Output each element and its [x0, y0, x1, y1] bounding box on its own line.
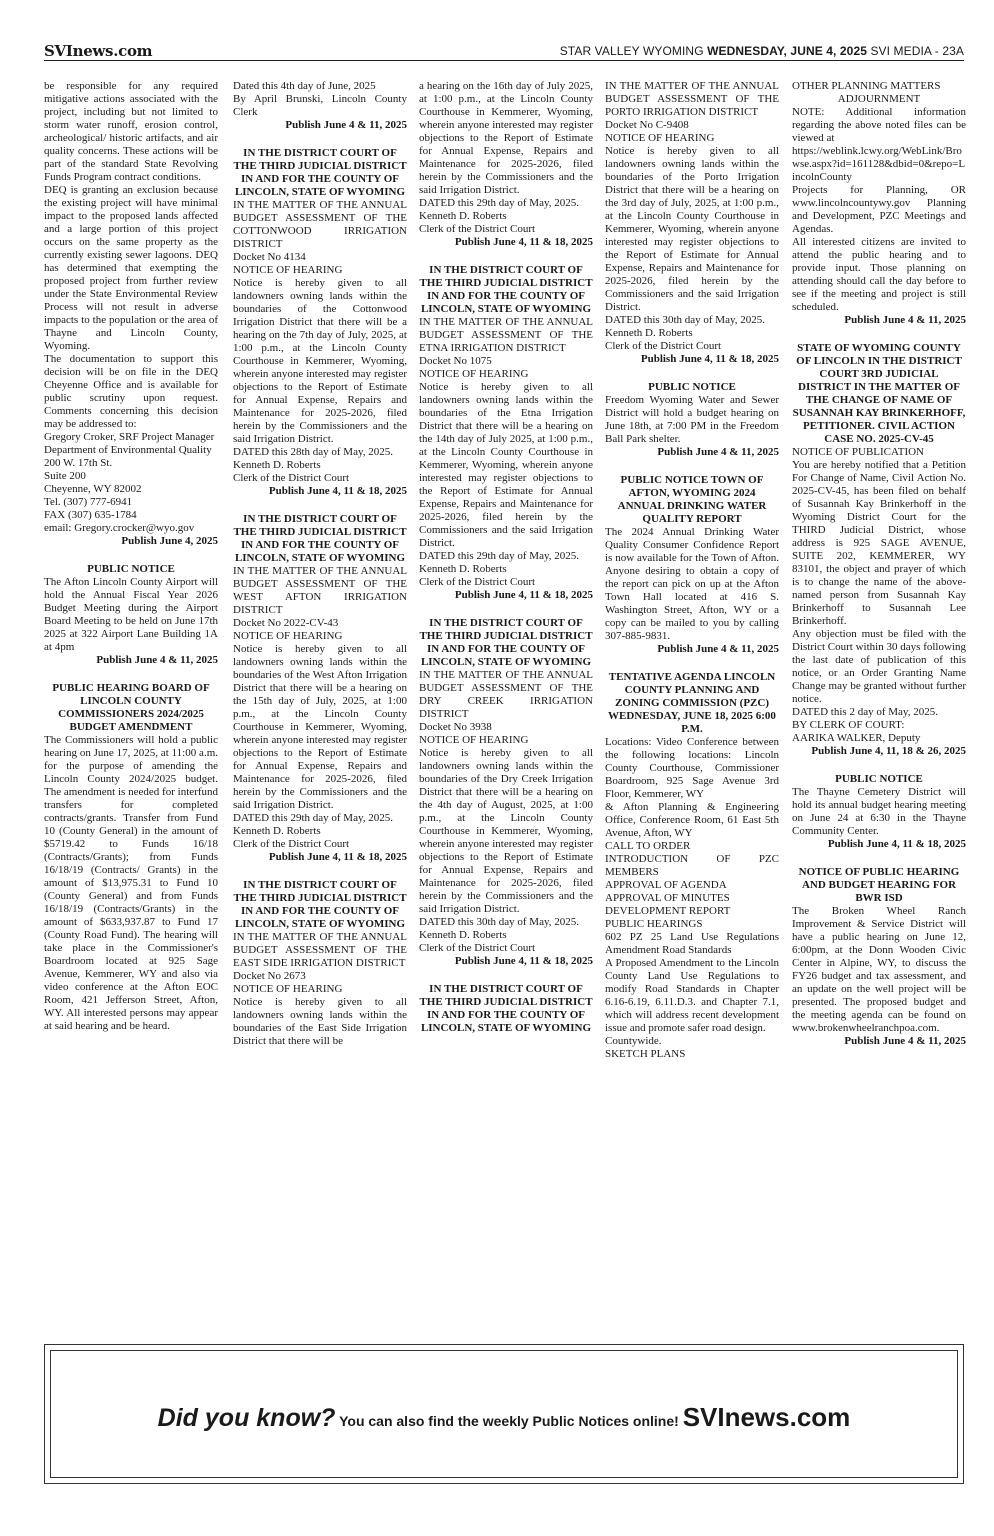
- column-5: [792, 80, 966, 1048]
- notice-heading: PUBLIC NOTICE: [87, 563, 175, 575]
- notice-text: Kenneth D. Roberts: [233, 825, 321, 837]
- notice-text: NOTICE OF HEARING: [233, 983, 343, 995]
- notice-heading: IN THE DISTRICT COURT OF THE THIRD JUDICIAL DISTRICT IN AND FOR THE COUNTY OF LINCOLN, STATE OF WYOMING: [419, 264, 593, 315]
- notice-text: DATED this 29th day of May, 2025.: [419, 197, 579, 209]
- publish-line: Publish June 4, 11 & 18, 2025: [827, 838, 966, 850]
- notice-text: Clerk of the District Court: [233, 838, 350, 850]
- header-dateline: [560, 44, 964, 58]
- notice-text: Docket No 4134: [233, 251, 306, 263]
- notice-text: NOTE: Additional information regarding the above noted files can be viewed at: [792, 106, 966, 144]
- notice-text: Notice is hereby given to all landowners owning lands within the boundaries of the Etna Irrigation District that there will be a hearing on the 14th day of July 2025, at 1:00 p.m., at the Lincoln County Courthouse in Kemmerer, Wyoming, wherein anyone interested may register objections to the Report of Estimate for Annual Expense, Repairs and Maintenance for 2025-2026, filed herein by the Commissioners and the said Irrigation District.: [419, 381, 593, 549]
- notice-text: NOTICE OF HEARING: [605, 132, 715, 144]
- notice-text: Notice is hereby given to all landowners owning lands within the boundaries of the East Side Irrigation District that there will be: [233, 996, 407, 1047]
- notice-heading: PUBLIC NOTICE: [648, 381, 736, 393]
- page-header: [44, 40, 964, 61]
- notice-heading: NOTICE OF PUBLIC HEARING AND BUDGET HEARING FOR BWR ISD: [798, 866, 960, 904]
- ad-inner-border: [50, 1350, 958, 1478]
- publish-line: Publish June 4 & 11, 2025: [657, 446, 779, 458]
- notice-text: PUBLIC HEARINGS: [605, 918, 703, 930]
- notice-text: Countywide.: [605, 1035, 662, 1047]
- notice-text: IN THE MATTER OF THE ANNUAL BUDGET ASSESSMENT OF THE COTTONWOOD IRRIGATION DISTRICT: [233, 199, 407, 250]
- notice-text: Docket No C-9408: [605, 119, 689, 131]
- notice-text: NOTICE OF HEARING: [419, 734, 529, 746]
- publish-line: Publish June 4, 11 & 18, 2025: [640, 353, 779, 365]
- notice-text: 200 W. 17th St.: [44, 457, 113, 469]
- header-page: SVI MEDIA - 23A: [870, 44, 964, 58]
- notice-text: Tel. (307) 777-6941: [44, 496, 133, 508]
- column-1: [44, 80, 218, 1033]
- notice-heading: PUBLIC NOTICE TOWN OF AFTON, WYOMING 2024 ANNUAL DRINKING WATER QUALITY REPORT: [617, 474, 767, 525]
- ad-url[interactable]: SVInews.com: [682, 1402, 851, 1432]
- notice-heading: IN THE DISTRICT COURT OF THE THIRD JUDICIAL DISTRICT IN AND FOR THE COUNTY OF LINCOLN, STATE OF WYOMING: [419, 617, 593, 668]
- notice-text: All interested citizens are invited to attend the public hearing and to provide input. Those planning on attending should call the day before to see if the meeting and project is still scheduled.: [792, 236, 966, 313]
- notice-text: INTRODUCTION OF PZC MEMBERS: [605, 853, 779, 878]
- notice-text: Docket No 2022-CV-43: [233, 617, 339, 629]
- notice-text: DATED this 2 day of May, 2025.: [792, 706, 938, 718]
- notice-text: DATED this 30th day of May, 2025.: [605, 314, 765, 326]
- notice-text: ADJOURNMENT: [837, 93, 921, 105]
- notice-text: DATED this 29th day of May, 2025.: [233, 812, 393, 824]
- header-date: WEDNESDAY, JUNE 4, 2025: [707, 44, 868, 58]
- notice-text: Docket No 1075: [419, 355, 492, 367]
- notice-text: Notice is hereby given to all landowners owning lands within the boundaries of the Cottonwood Irrigation District that there will be a hearing on the 7th day of July, 2025, at 1:00 p.m., at the Lincoln County Courthouse in Kemmerer, Wyoming, wherein anyone interested may register objections to the Report of Estimate for Annual Expense, Repairs and Maintenance for 2025-2026, filed herein by the Commissioners and the said Irrigation District.: [233, 277, 407, 445]
- ad-middle: You can also find the weekly Public Notices online!: [335, 1413, 683, 1429]
- notice-text: Kenneth D. Roberts: [419, 210, 507, 222]
- notice-text: NOTICE OF HEARING: [233, 264, 343, 276]
- publish-line: Publish June 4 & 11, 2025: [844, 1035, 966, 1047]
- notice-text: Kenneth D. Roberts: [419, 929, 507, 941]
- notice-text: Notice is hereby given to all landowners owning lands within the boundaries of the Dry Creek Irrigation District that there will be a hearing on the 4th day of August, 2025, at 1:00 p.m., at the Lincoln County Courthouse in Kemmerer, Wyoming, wherein anyone interested may register objections to the Report of Estimate for Annual Expense, Repairs and Maintenance for 2025-2026, filed herein by the Commissioners and the said Irrigation District.: [419, 747, 593, 915]
- notice-text: & Afton Planning & Engineering Office, Conference Room, 61 East 5th Avenue, Afton, WY: [605, 801, 779, 839]
- notice-text: The Afton Lincoln County Airport will hold the Annual Fiscal Year 2026 Budget Meeting during the Airport Board Meeting to be held on June 17th 2025 at 322 Airport Lane Building 1A at 4pm: [44, 576, 218, 653]
- notice-text: DATED this 30th day of May, 2025.: [419, 916, 579, 928]
- publish-line: Publish June 4 & 11, 2025: [657, 643, 779, 655]
- notice-text: DATED this 29th day of May, 2025.: [419, 550, 579, 562]
- notice-heading: IN THE DISTRICT COURT OF THE THIRD JUDICIAL DISTRICT IN AND FOR THE COUNTY OF LINCOLN, STATE OF WYOMING: [419, 983, 593, 1034]
- notice-text: IN THE MATTER OF THE ANNUAL BUDGET ASSESSMENT OF THE ETNA IRRIGATION DISTRICT: [419, 316, 593, 354]
- publish-line: Publish June 4, 11 & 18, 2025: [268, 851, 407, 863]
- notice-text: Kenneth D. Roberts: [419, 563, 507, 575]
- site-name: SVInews.com: [44, 42, 153, 60]
- notice-text: Freedom Wyoming Water and Sewer District will hold a budget hearing on June 18th, at 7:00 PM in the Freedom Ball Park shelter.: [605, 394, 779, 445]
- notice-text: Clerk of the District Court: [419, 942, 536, 954]
- notice-text: NOTICE OF HEARING: [419, 368, 529, 380]
- notice-text: Projects for Planning, OR www.lincolncountywy.gov Planning and Development, PZC Meetings and Agendas.: [792, 184, 966, 235]
- publish-line: Publish June 4, 11, 18 & 26, 2025: [811, 745, 966, 757]
- notice-text: IN THE MATTER OF THE ANNUAL BUDGET ASSESSMENT OF THE WEST AFTON IRRIGATION DISTRICT: [233, 565, 407, 616]
- notice-heading: IN THE DISTRICT COURT OF THE THIRD JUDICIAL DISTRICT IN AND FOR THE COUNTY OF LINCOLN, STATE OF WYOMING: [233, 147, 407, 198]
- did-you-know-ad: [44, 1344, 964, 1484]
- notice-text: Clerk of the District Court: [605, 340, 722, 352]
- notice-text: Cheyenne, WY 82002: [44, 483, 142, 495]
- notice-text: Notice is hereby given to all landowners owning lands within the boundaries of the Porto Irrigation District that there will be a hearing on the 3rd day of July, 2025, at 1:00 p.m., at the Lincoln County Courthouse in Kemmerer, Wyoming, wherein anyone interested may register objections to the Report of Estimate for Annual Expense, Repairs and Maintenance for 2025-2026, filed herein by the Commissioners and the said Irrigation District.: [605, 145, 779, 313]
- ad-text: [51, 1402, 957, 1433]
- notice-text: Docket No 2673: [233, 970, 306, 982]
- notice-text: You are hereby notified that a Petition For Change of Name, Civil Action No. 2025-CV-45, has been filed on behalf of Susannah Kay Brinkerhoff in the Wyoming District Court for the THIRD Judicial District, whose address is 925 SAGE AVENUE, SUITE 202, KEMMERER, WY 83101, the object and prayer of which is to change the name of the above-named person from Susannah Kay Brinkerhoff to Susannah Lee Brinkerhoff.: [792, 459, 966, 627]
- notice-heading: PUBLIC NOTICE: [835, 773, 923, 785]
- notice-text: The Thayne Cemetery District will hold its annual budget hearing meeting on June 24 at 6:30 in the Thayne Community Center.: [792, 786, 966, 837]
- notice-text: Clerk of the District Court: [419, 576, 536, 588]
- publish-line: Publish June 4, 2025: [121, 535, 218, 547]
- publish-line: Publish June 4, 11 & 18, 2025: [268, 485, 407, 497]
- notice-heading: PUBLIC HEARING BOARD OF LINCOLN COUNTY COMMISSIONERS 2024/2025 BUDGET AMENDMENT: [52, 682, 210, 733]
- notice-text: The documentation to support this decision will be on file in the DEQ Cheyenne Office and is available for public scrutiny upon request. Comments concerning this decision may be addressed to:: [44, 353, 218, 430]
- notice-heading: IN THE DISTRICT COURT OF THE THIRD JUDICIAL DISTRICT IN AND FOR THE COUNTY OF LINCOLN, STATE OF WYOMING: [233, 879, 407, 930]
- notice-text: The Broken Wheel Ranch Improvement & Service District will have a public hearing on June 12, 6:00pm, at the Donn Wooden Civic Center in Alpine, WY, to discuss the FY26 budget and tax assessment, and an update on the well project will be presented. The proposed budget and the meeting agenda can be found on www.brokenwheelranchpoa.com.: [792, 905, 966, 1034]
- notice-heading: STATE OF WYOMING COUNTY OF LINCOLN IN THE DISTRICT COURT 3RD JUDICIAL DISTRICT IN THE MATTER OF THE CHANGE OF NAME OF SUSANNAH KAY BRINKERHOFF, PETITIONER. CIVIL ACTION CASE NO. 2025-CV-45: [792, 342, 966, 445]
- notice-text: Dated this 4th day of June, 2025: [233, 80, 376, 92]
- notice-text: Gregory Croker, SRF Project Manager: [44, 431, 215, 443]
- notice-text: 602 PZ 25 Land Use Regulations Amendment Road Standards: [605, 931, 779, 956]
- publish-line: Publish June 4 & 11, 2025: [96, 654, 218, 666]
- column-3: [419, 80, 593, 1035]
- notice-text: DEQ is granting an exclusion because the existing project will have minimal impact to the proposed lands affected and a large portion of this project occurs on the same property as the currently existing sewer lagoons. DEQ has determined that exempting the proposed project from further review under the State Environmental Review Process will not result in adverse impacts to the population or the area of Thayne and Lincoln County, Wyoming.: [44, 184, 218, 352]
- notice-text: CALL TO ORDER: [605, 840, 691, 852]
- notice-text: IN THE MATTER OF THE ANNUAL BUDGET ASSESSMENT OF THE PORTO IRRIGATION DISTRICT: [605, 80, 779, 118]
- notice-text: Clerk of the District Court: [233, 472, 350, 484]
- notice-heading: IN THE DISTRICT COURT OF THE THIRD JUDICIAL DISTRICT IN AND FOR THE COUNTY OF LINCOLN, STATE OF WYOMING: [233, 513, 407, 564]
- weblink-url: https://weblink.lcwy.org/WebLink/Browse.aspx?id=161128&dbid=0&repo=LincolnCounty: [792, 145, 966, 183]
- notice-text: DEVELOPMENT REPORT: [605, 905, 731, 917]
- column-4: [605, 80, 779, 1061]
- notice-text: email: Gregory.crocker@wyo.gov: [44, 522, 195, 534]
- notice-text: AARIKA WALKER, Deputy: [792, 732, 921, 744]
- notice-text: SKETCH PLANS: [605, 1048, 686, 1060]
- notice-heading: TENTATIVE AGENDA LINCOLN COUNTY PLANNING AND ZONING COMMISSION (PZC) WEDNESDAY, JUNE 18, 2025 6:00 P.M.: [608, 671, 776, 735]
- notice-text: a hearing on the 16th day of July 2025, at 1:00 p.m., at the Lincoln County Courthouse in Kemmerer, Wyoming, wherein anyone interested may register objections to the Report of Estimate for Annual Expense, Repairs and Maintenance for 2025-2026, filed herein by the Commissioners and the said Irrigation District.: [419, 80, 593, 196]
- notice-text: Locations: Video Conference between the following locations: Lincoln County Courthouse, Commissioner Boardroom, 925 Sage Avenue 3rd Floor, Kemmerer, WY: [605, 736, 779, 800]
- notice-text: IN THE MATTER OF THE ANNUAL BUDGET ASSESSMENT OF THE EAST SIDE IRRIGATION DISTRICT: [233, 931, 407, 969]
- notice-text: Department of Environmental Quality: [44, 444, 212, 456]
- notice-text: Kenneth D. Roberts: [233, 459, 321, 471]
- notice-text: APPROVAL OF MINUTES: [605, 892, 730, 904]
- notice-text: Suite 200: [44, 470, 86, 482]
- column-2: [233, 80, 407, 1048]
- notice-text: IN THE MATTER OF THE ANNUAL BUDGET ASSESSMENT OF THE DRY CREEK IRRIGATION DISTRICT: [419, 669, 593, 720]
- header-left-text: STAR VALLEY WYOMING: [559, 44, 704, 58]
- notice-text: Any objection must be filed with the District Court within 30 days following the last date of publication of this notice, or an Order Granting Name Change may be granted without further notice.: [792, 628, 966, 705]
- notice-text: DATED this 28th day of May, 2025.: [233, 446, 393, 458]
- notice-text: BY CLERK OF COURT:: [792, 719, 905, 731]
- notice-text: The Commissioners will hold a public hearing on June 17, 2025, at 11:00 a.m. for the purpose of amending the Lincoln County 2024/2025 budget. The amendment is needed for interfund transfers for completed contracts/grants. Transfer from Fund 10 (County General) in the amount of $5719.42 to Funds 16/18 (Contracts/Grants); from Funds 16/18/19 (Contracts/ Grants) in the amount of $13,975.31 to Fund 10 (County General) and from Funds 16/18/19 (Contracts/Grants) in the amount of $633,937.87 to Fund 17 (County Road Fund). The hearing will take place in the Commissioner's Boardroom located at 925 Sage Avenue, Kemmerer, WY and also via video conference at the Afton EOC Room, 421 Jefferson Street, Afton, WY. All interested persons may appear at said hearing and be heard.: [44, 734, 218, 1032]
- publish-line: Publish June 4, 11 & 18, 2025: [454, 236, 593, 248]
- notice-text: Notice is hereby given to all landowners owning lands within the boundaries of the West Afton Irrigation District that there will be a hearing on the 15th day of July, 2025, at 1:00 p.m., at the Lincoln County Courthouse in Kemmerer, Wyoming, wherein anyone interested may register objections to the Report of Estimate for Annual Expense, Repairs and Maintenance for 2025-2026, filed herein by the Commissioners and the said Irrigation District.: [233, 643, 407, 811]
- notice-text: Docket No 3938: [419, 721, 492, 733]
- publish-line: Publish June 4 & 11, 2025: [844, 314, 966, 326]
- ad-lead: Did you know?: [157, 1404, 336, 1432]
- publish-line: Publish June 4, 11 & 18, 2025: [454, 955, 593, 967]
- notice-text: Clerk of the District Court: [419, 223, 536, 235]
- notice-text: Kenneth D. Roberts: [605, 327, 693, 339]
- notice-text: The 2024 Annual Drinking Water Quality Consumer Confidence Report is now available for the Town of Afton. Anyone desiring to obtain a copy of the report can pick on up at the Afton Town Hall located at 416 S. Washington Street, Afton, WY or a copy can be mailed to you by calling 307-885-9831.: [605, 526, 779, 642]
- notice-text: A Proposed Amendment to the Lincoln County Land Use Regulations to modify Road Standards in Chapter 6.16-6.19, 6.11.D.3. and Chapter 7.1, which will address recent development issue and promote safer road design.: [605, 957, 779, 1034]
- publish-line: Publish June 4 & 11, 2025: [285, 119, 407, 131]
- notice-text: NOTICE OF PUBLICATION: [792, 446, 924, 458]
- notices-columns: [44, 80, 966, 1330]
- notice-text: be responsible for any required mitigative actions associated with the project, including but not limited to storm water runoff, erosion control, archeological/ historic artifacts, and air quality concerns. These actions will be part of the standard State Revolving Funds Program contract conditions.: [44, 80, 218, 183]
- notice-text: NOTICE OF HEARING: [233, 630, 343, 642]
- notice-text: FAX (307) 635-1784: [44, 509, 137, 521]
- notice-text: OTHER PLANNING MATTERS: [792, 80, 941, 92]
- notice-text: By April Brunski, Lincoln County Clerk: [233, 93, 407, 118]
- publish-line: Publish June 4, 11 & 18, 2025: [454, 589, 593, 601]
- notice-text: APPROVAL OF AGENDA: [605, 879, 727, 891]
